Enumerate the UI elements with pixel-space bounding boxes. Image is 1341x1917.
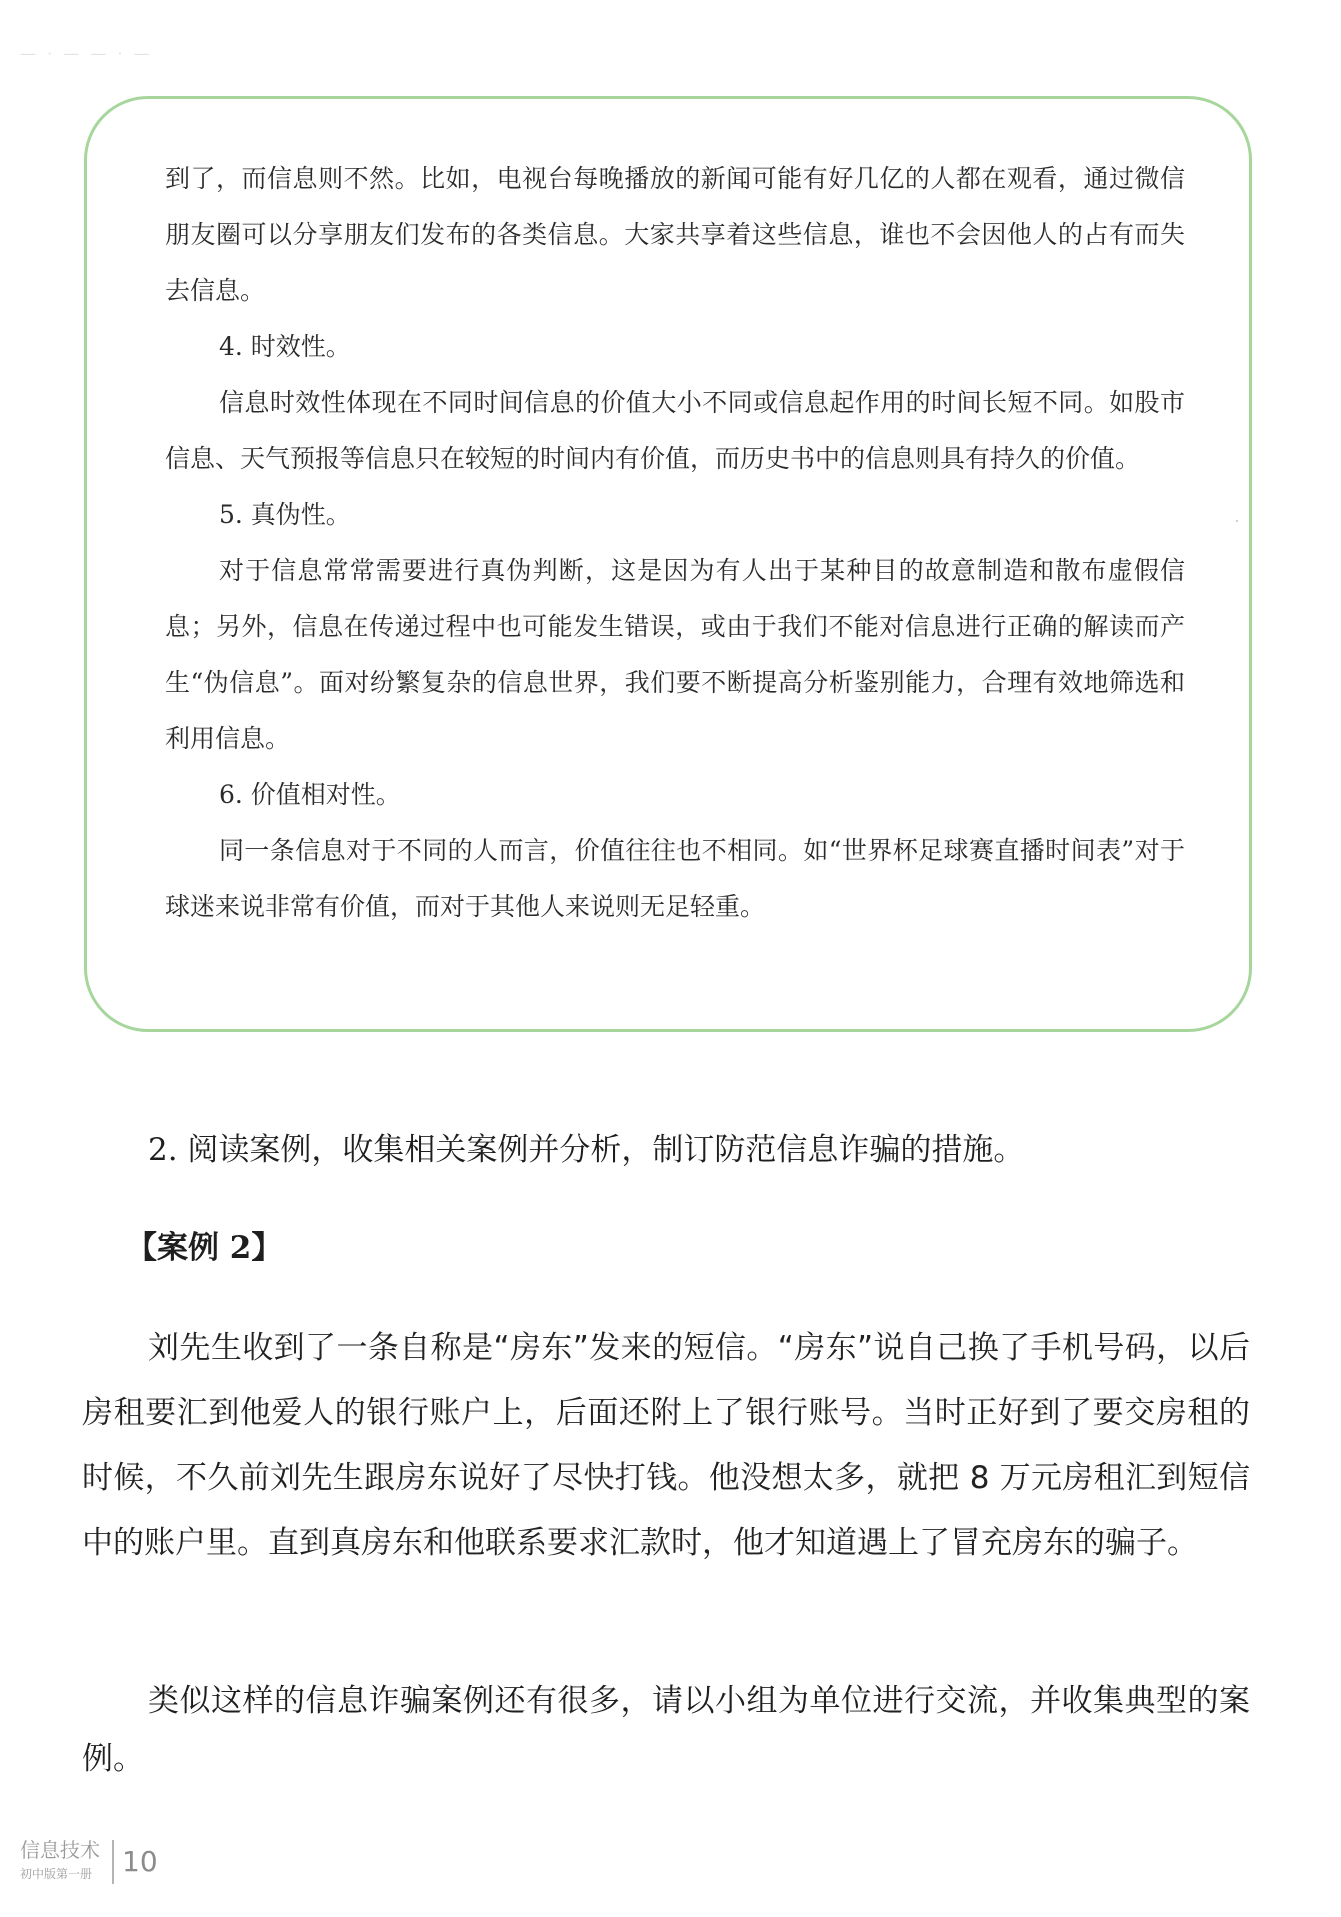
info-heading-timeliness: 4. 时效性。 xyxy=(219,332,351,361)
info-heading-relative-value: 6. 价值相对性。 xyxy=(219,780,401,809)
footer-book-title: 信息技术 xyxy=(20,1838,100,1862)
footer-volume: 初中版第一册 xyxy=(20,1867,93,1881)
footer-divider xyxy=(112,1840,114,1884)
info-paragraph: 到了，而信息则不然。比如，电视台每晚播放的新闻可能有好几亿的人都在观看，通过微信朋友圈可以分享朋友们发布的各类信息。大家共享着这些信息，谁也不会因他人的占有而失去信息。 xyxy=(165,164,1185,305)
header-decoration: — · — — · — xyxy=(20,44,153,63)
page-number: 10 xyxy=(122,1845,158,1878)
scan-speck xyxy=(1236,520,1238,522)
info-paragraph: 对于信息常常需要进行真伪判断，这是因为有人出于某种目的故意制造和散布虚假信息；另外，信息在传递过程中也可能发生错误，或由于我们不能对信息进行正确的解读而产生“伪信息”。面对纷繁复杂的信息世界，我们要不断提高分析鉴别能力，合理有效地筛选和利用信息。 xyxy=(165,556,1185,753)
info-box xyxy=(84,96,1252,1032)
info-box-content xyxy=(165,151,1185,935)
info-paragraph: 信息时效性体现在不同时间信息的价值大小不同或信息起作用的时间长短不同。如股市信息、天气预报等信息只在较短的时间内有价值，而历史书中的信息则具有持久的价值。 xyxy=(165,388,1185,473)
info-heading-authenticity: 5. 真伪性。 xyxy=(219,500,351,529)
task-instruction: 2. 阅读案例，收集相关案例并分析，制订防范信息诈骗的措施。 xyxy=(148,1132,1025,1168)
case-body: 刘先生收到了一条自称是“房东”发来的短信。“房东”说自己换了手机号码，以后房租要汇到他爱人的银行账户上，后面还附上了银行账号。当时正好到了要交房租的时候，不久前刘先生跟房东说好了尽快打钱。他没想太多，就把 8 万元房租汇到短信中的账户里。直到真房东和他联系要求汇款时，他才知道遇上了冒充房东的骗子。 xyxy=(82,1330,1250,1561)
case-title: 【案例 2】 xyxy=(126,1230,283,1266)
closing-paragraph: 类似这样的信息诈骗案例还有很多，请以小组为单位进行交流，并收集典型的案例。 xyxy=(82,1683,1250,1777)
info-paragraph: 同一条信息对于不同的人而言，价值往往也不相同。如“世界杯足球赛直播时间表”对于球迷来说非常有价值，而对于其他人来说则无足轻重。 xyxy=(165,836,1185,921)
